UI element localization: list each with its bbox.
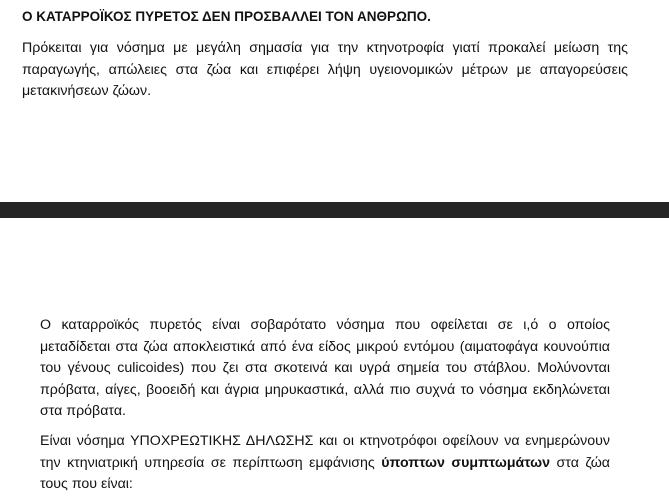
- intro-paragraph: Πρόκειται για νόσημα με μεγάλη σημασία για την κτηνοτροφία γιατί προκαλεί μείωση της παραγωγής, απώλειες στα ζώα και επιφέρει λήψη υγειονομικών μέτρων με απαγορεύσεις μετακινήσεων ζώων.: [22, 40, 628, 99]
- notice-paragraph: [40, 431, 610, 496]
- notice-text-before: Είναι νόσημα ΥΠΟΧΡΕΩΤΙΚΗΣ ΔΗΛΩΣΗΣ και οι κτηνοτρόφοι οφείλουν να ενημερώνουν την κτηνιατρική υπηρεσία σε περίπτωση εμφάνισης: [40, 433, 610, 471]
- section-divider-bar: [0, 202, 669, 218]
- notice-text-after: στα ζώα τους που είναι:: [40, 454, 610, 492]
- notice-emphasis: ύποπτων συμπτωμάτων: [381, 454, 551, 471]
- description-paragraph: Ο καταρροϊκός πυρετός είναι σοβαρότατο νόσημα που οφείλεται σε ι,ό ο οποίος μεταδίδεται στα ζώα αποκλειστικά από ένα είδος μικρού εντόμου (αιματοφάγα κουνούπια του γένους culicoides) που ζει στα σκοτεινά και υγρά σημεία του στάβλου. Μολύνονται πρόβατα, αίγες, βοοειδή και άγρια μηρυκαστικά, αλλά πιο συχνά το νόσημα εκδηλώνεται στα πρόβατα.: [40, 317, 610, 419]
- document-heading: Ο ΚΑΤΑΡΡΟΪΚΟΣ ΠΥΡΕΤΟΣ ΔΕΝ ΠΡΟΣΒΑΛΛΕΙ ΤΟΝ ΑΝΘΡΩΠΟ.: [22, 9, 431, 24]
